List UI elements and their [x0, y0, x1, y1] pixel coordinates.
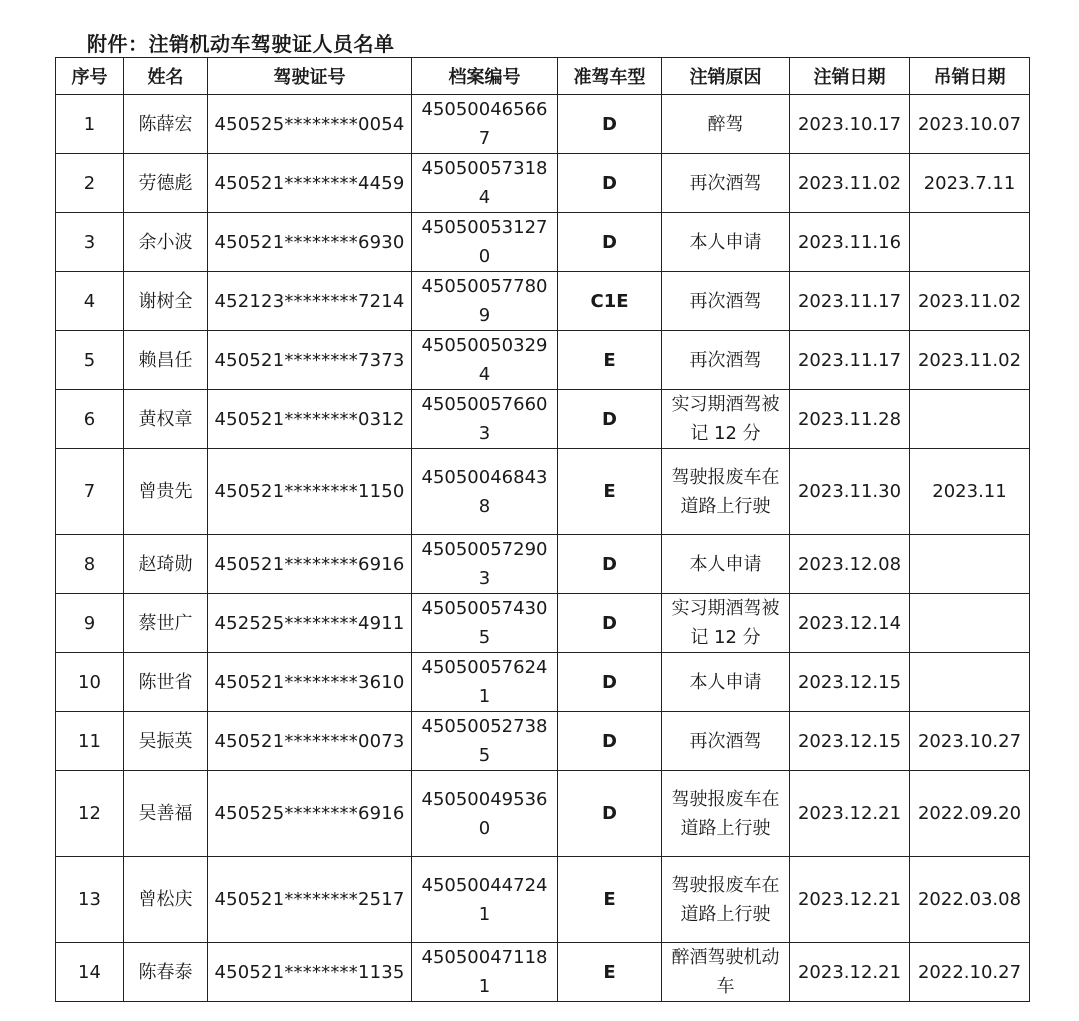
archive-number — [412, 449, 558, 535]
cancel-reason-text: 实习期酒驾被记 12 分 — [671, 394, 780, 444]
cancel-reason — [662, 594, 790, 653]
table-row — [56, 272, 1030, 331]
cancel-date: 2023.12.15 — [790, 712, 910, 771]
row-number: 3 — [56, 213, 124, 272]
cancel-date: 2023.10.17 — [790, 95, 910, 154]
cancel-reason — [662, 771, 790, 857]
table-row — [56, 771, 1030, 857]
table-row — [56, 535, 1030, 594]
archive-number-text: 450500531270 — [421, 217, 548, 267]
header-class: 准驾车型 — [558, 58, 662, 95]
cancel-date: 2023.12.21 — [790, 857, 910, 943]
cancel-reason-text: 实习期酒驾被记 12 分 — [671, 598, 780, 648]
person-name: 曾贵先 — [124, 449, 208, 535]
vehicle-class: D — [558, 653, 662, 712]
table-row — [56, 653, 1030, 712]
row-number: 8 — [56, 535, 124, 594]
person-name: 余小波 — [124, 213, 208, 272]
vehicle-class: D — [558, 154, 662, 213]
vehicle-class: D — [558, 594, 662, 653]
cancel-reason-text: 再次酒驾 — [689, 290, 762, 312]
cancel-reason-text: 驾驶报废车在道路上行驶 — [671, 788, 780, 839]
row-number: 11 — [56, 712, 124, 771]
license-number: 450521********1150 — [208, 449, 412, 535]
archive-number-text: 450500576603 — [421, 394, 548, 444]
vehicle-class: C1E — [558, 272, 662, 331]
archive-number-text: 450500465667 — [421, 99, 548, 149]
vehicle-class: D — [558, 213, 662, 272]
row-number: 5 — [56, 331, 124, 390]
license-number: 450525********6916 — [208, 771, 412, 857]
cancel-date: 2023.11.17 — [790, 331, 910, 390]
archive-number-text: 450500574305 — [421, 598, 548, 648]
cancel-reason-text: 驾驶报废车在道路上行驶 — [671, 466, 780, 517]
row-number: 7 — [56, 449, 124, 535]
archive-number — [412, 154, 558, 213]
table-row — [56, 449, 1030, 535]
license-number: 452525********4911 — [208, 594, 412, 653]
archive-number — [412, 272, 558, 331]
table-row — [56, 331, 1030, 390]
header-name: 姓名 — [124, 58, 208, 95]
cancel-reason — [662, 535, 790, 594]
cancel-reason — [662, 653, 790, 712]
table-row — [56, 213, 1030, 272]
person-name: 吴善福 — [124, 771, 208, 857]
person-name: 劳德彪 — [124, 154, 208, 213]
archive-number-text: 450500468438 — [421, 466, 548, 517]
person-name: 陈春泰 — [124, 943, 208, 1002]
archive-number-text: 450500572903 — [421, 539, 548, 589]
vehicle-class: E — [558, 331, 662, 390]
row-number: 9 — [56, 594, 124, 653]
archive-number — [412, 213, 558, 272]
row-number: 4 — [56, 272, 124, 331]
revoke-date — [910, 213, 1030, 272]
table-row — [56, 943, 1030, 1002]
revoke-date: 2023.11 — [910, 449, 1030, 535]
archive-number-text: 450500527385 — [421, 716, 548, 766]
row-number: 14 — [56, 943, 124, 1002]
cancel-date: 2023.11.16 — [790, 213, 910, 272]
archive-number — [412, 95, 558, 154]
cancel-reason — [662, 154, 790, 213]
license-number: 450521********6930 — [208, 213, 412, 272]
archive-number — [412, 857, 558, 943]
cancel-reason-text: 驾驶报废车在道路上行驶 — [671, 874, 780, 925]
table-row — [56, 712, 1030, 771]
cancel-date: 2023.12.21 — [790, 771, 910, 857]
cancel-date: 2023.11.17 — [790, 272, 910, 331]
license-number: 450521********1135 — [208, 943, 412, 1002]
archive-number — [412, 390, 558, 449]
cancel-date: 2023.12.14 — [790, 594, 910, 653]
cancelled-license-table — [55, 57, 1030, 1002]
header-no: 序号 — [56, 58, 124, 95]
cancel-reason — [662, 95, 790, 154]
license-number: 450521********6916 — [208, 535, 412, 594]
revoke-date: 2022.03.08 — [910, 857, 1030, 943]
archive-number-text: 450500576241 — [421, 657, 548, 707]
table-row — [56, 95, 1030, 154]
license-number: 450521********7373 — [208, 331, 412, 390]
cancel-reason-text: 本人申请 — [689, 231, 762, 253]
revoke-date: 2022.09.20 — [910, 771, 1030, 857]
license-number: 450521********0073 — [208, 712, 412, 771]
revoke-date — [910, 653, 1030, 712]
person-name: 陈世省 — [124, 653, 208, 712]
archive-number — [412, 653, 558, 712]
table-row — [56, 154, 1030, 213]
revoke-date: 2023.7.11 — [910, 154, 1030, 213]
revoke-date: 2023.11.02 — [910, 272, 1030, 331]
archive-number-text: 450500573184 — [421, 158, 548, 208]
cancel-reason — [662, 331, 790, 390]
person-name: 赵琦勋 — [124, 535, 208, 594]
archive-number — [412, 712, 558, 771]
table-header-row — [56, 58, 1030, 95]
cancel-reason — [662, 213, 790, 272]
license-number: 450525********0054 — [208, 95, 412, 154]
archive-number-text: 450500447241 — [421, 874, 548, 925]
cancel-reason-text: 再次酒驾 — [689, 172, 762, 194]
vehicle-class: D — [558, 712, 662, 771]
header-reason: 注销原因 — [662, 58, 790, 95]
vehicle-class: E — [558, 857, 662, 943]
person-name: 赖昌任 — [124, 331, 208, 390]
vehicle-class: D — [558, 535, 662, 594]
vehicle-class: D — [558, 390, 662, 449]
row-number: 2 — [56, 154, 124, 213]
archive-number — [412, 594, 558, 653]
person-name: 蔡世广 — [124, 594, 208, 653]
header-cancel-date: 注销日期 — [790, 58, 910, 95]
cancel-reason — [662, 712, 790, 771]
table-row — [56, 857, 1030, 943]
cancel-date: 2023.12.08 — [790, 535, 910, 594]
person-name: 陈薛宏 — [124, 95, 208, 154]
header-license: 驾驶证号 — [208, 58, 412, 95]
cancel-reason-text: 醉驾 — [707, 113, 744, 135]
revoke-date: 2023.10.07 — [910, 95, 1030, 154]
cancel-date: 2023.11.30 — [790, 449, 910, 535]
license-number: 450521********0312 — [208, 390, 412, 449]
header-archive: 档案编号 — [412, 58, 558, 95]
archive-number — [412, 331, 558, 390]
revoke-date: 2023.11.02 — [910, 331, 1030, 390]
row-number: 1 — [56, 95, 124, 154]
cancel-date: 2023.11.02 — [790, 154, 910, 213]
archive-number — [412, 535, 558, 594]
person-name: 曾松庆 — [124, 857, 208, 943]
cancel-reason — [662, 943, 790, 1002]
cancel-reason — [662, 272, 790, 331]
vehicle-class: E — [558, 449, 662, 535]
cancel-reason-text: 再次酒驾 — [689, 349, 762, 371]
person-name: 黄权章 — [124, 390, 208, 449]
archive-number — [412, 943, 558, 1002]
cancel-reason-text: 再次酒驾 — [689, 730, 762, 752]
archive-number-text: 450500471181 — [421, 947, 548, 997]
row-number: 6 — [56, 390, 124, 449]
row-number: 13 — [56, 857, 124, 943]
license-number: 452123********7214 — [208, 272, 412, 331]
cancel-reason — [662, 857, 790, 943]
document-title: 附件：注销机动车驾驶证人员名单 — [87, 32, 395, 56]
row-number: 12 — [56, 771, 124, 857]
vehicle-class: D — [558, 95, 662, 154]
table-row — [56, 390, 1030, 449]
revoke-date: 2022.10.27 — [910, 943, 1030, 1002]
row-number: 10 — [56, 653, 124, 712]
archive-number-text: 450500577809 — [421, 276, 548, 326]
vehicle-class: E — [558, 943, 662, 1002]
person-name: 吴振英 — [124, 712, 208, 771]
cancel-date: 2023.12.15 — [790, 653, 910, 712]
revoke-date: 2023.10.27 — [910, 712, 1030, 771]
license-number: 450521********3610 — [208, 653, 412, 712]
cancel-date: 2023.12.21 — [790, 943, 910, 1002]
revoke-date — [910, 390, 1030, 449]
cancel-reason — [662, 449, 790, 535]
table-row — [56, 594, 1030, 653]
archive-number-text: 450500503294 — [421, 335, 548, 385]
archive-number-text: 450500495360 — [421, 788, 548, 839]
vehicle-class: D — [558, 771, 662, 857]
revoke-date — [910, 535, 1030, 594]
cancel-reason-text: 本人申请 — [689, 671, 762, 693]
revoke-date — [910, 594, 1030, 653]
archive-number — [412, 771, 558, 857]
header-revoke-date: 吊销日期 — [910, 58, 1030, 95]
license-number: 450521********4459 — [208, 154, 412, 213]
person-name: 谢树全 — [124, 272, 208, 331]
license-number: 450521********2517 — [208, 857, 412, 943]
cancel-date: 2023.11.28 — [790, 390, 910, 449]
cancel-reason — [662, 390, 790, 449]
cancel-reason-text: 本人申请 — [689, 553, 762, 575]
cancel-reason-text: 醉酒驾驶机动车 — [671, 947, 780, 997]
